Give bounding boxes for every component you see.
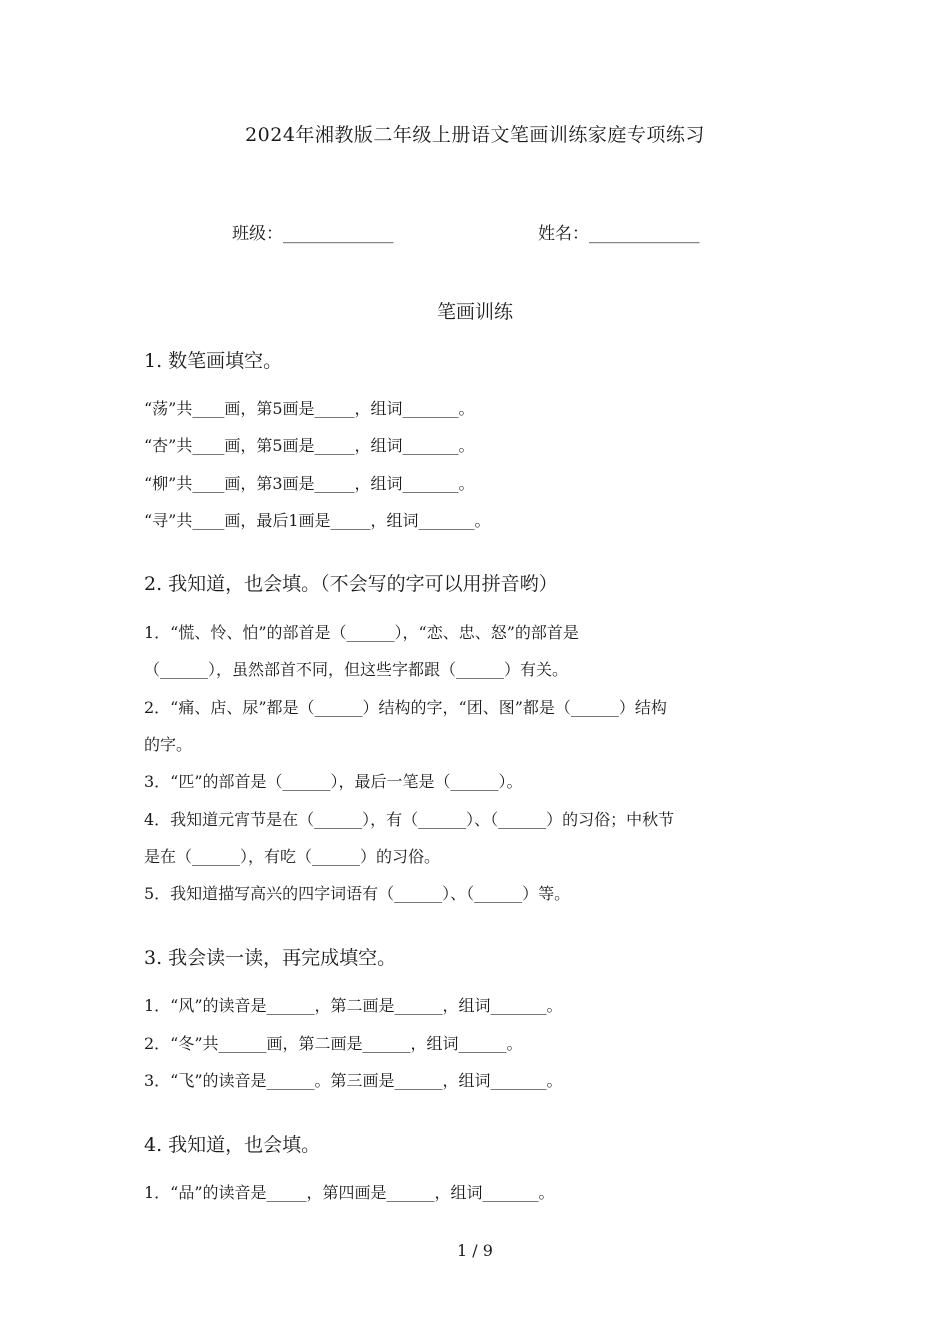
worksheet-title: 2024年湘教版二年级上册语文笔画训练家庭专项练习 — [245, 124, 705, 146]
question-3-line: 1．“风”的读音是______，第二画是______，组词_______。 — [144, 996, 563, 1015]
question-3-line: 3．“飞”的读音是______。第三画是______，组词_______。 — [144, 1071, 563, 1090]
question-2-line: 2．“痛、店、尿”都是（______）结构的字，“团、图”都是（______）结构 — [144, 698, 667, 717]
question-4-line: 1．“品”的读音是_____，第四画是______，组词_______。 — [144, 1183, 555, 1202]
question-2-title: 2. 我知道，也会填。（不会写的字可以用拼音哟） — [144, 573, 558, 595]
question-2-line: 是在（______），有吃（______）的习俗。 — [144, 847, 441, 866]
question-1-line: “寻”共____画，最后1画是_____，组词_______。 — [144, 511, 491, 530]
question-2-line: （______），虽然部首不同，但这些字都跟（______）有关。 — [144, 660, 569, 679]
question-2-line: 4．我知道元宵节是在（______），有（______）、（______）的习俗；中秋节 — [144, 810, 675, 829]
class-field: 班级：_____________ — [232, 224, 394, 244]
page-number: 1 / 9 — [457, 1241, 493, 1260]
section-heading: 笔画训练 — [436, 301, 513, 323]
question-4-title: 4. 我知道，也会填。 — [144, 1134, 321, 1156]
question-3-line: 2．“冬”共______画，第二画是______，组词______。 — [144, 1034, 523, 1053]
question-1-title: 1. 数笔画填空。 — [144, 350, 283, 372]
question-2-line: 3．“匹”的部首是（______），最后一笔是（______）。 — [144, 772, 523, 791]
question-1-line: “荡”共____画，第5画是_____，组词_______。 — [144, 399, 475, 418]
question-3-title: 3. 我会读一读，再完成填空。 — [144, 947, 397, 969]
question-2-line: 的字。 — [144, 735, 193, 754]
question-2-line: 1．“慌、怜、怕”的部首是（______），“恋、忠、怒”的部首是 — [144, 623, 579, 642]
question-1-line: “杏”共____画，第5画是_____，组词_______。 — [144, 436, 475, 455]
question-1-line: “柳”共____画，第3画是_____，组词_______。 — [144, 474, 475, 493]
question-2-line: 5．我知道描写高兴的四字词语有（______）、（______）等。 — [144, 884, 571, 903]
name-field: 姓名：_____________ — [538, 224, 700, 244]
